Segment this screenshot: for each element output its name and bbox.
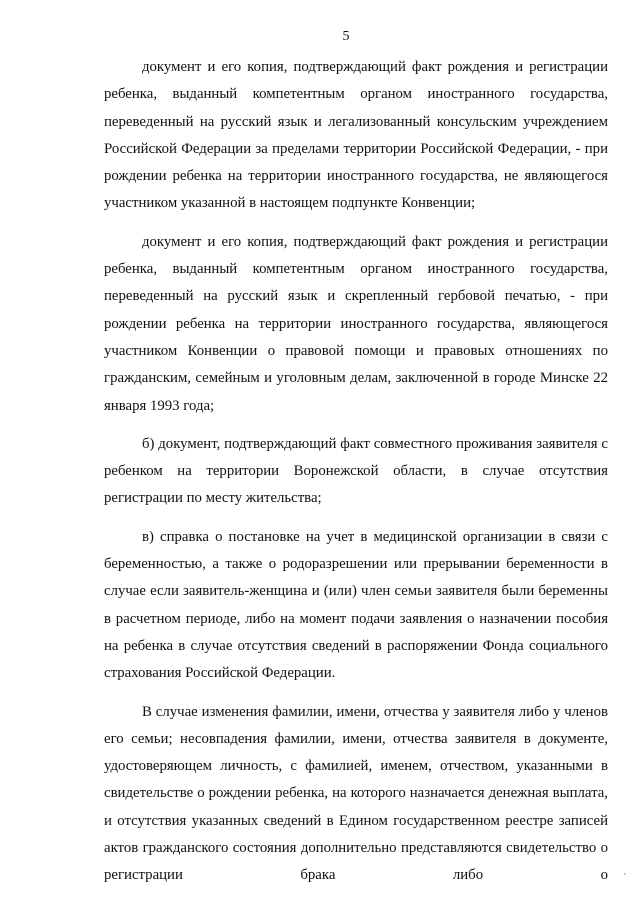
paragraph-name-change: В случае изменения фамилии, имени, отчества у заявителя либо у членов его семьи; несовпадения фамилии, имени, отчества заявителя в документе, удостоверяющем личность, с фамилией, именем, отчеством, указанными в свидетельстве о рождении ребенка, на которого назначается денежная выплата, и отсутствия указанных сведений в Едином государственном реестре записей актов гражданского состояния дополнительно представляются свидетельство о регистрации брака либо о <box>104 703 608 884</box>
paragraph-foreign-birth-document-legalized: документ и его копия, подтверждающий факт рождения и регистрации ребенка, выданный компетентным органом иностранного государства, переведенный на русский язык и легализованный консульским учреждением Российской Федерации за пределами территории Российской Федерации, - при рождении ребенка на территории иностранного государства, не являющегося участником указанной в настоящем подпункте Конвенции; <box>104 59 608 212</box>
page-number: 5 <box>342 29 350 44</box>
document-body <box>104 54 608 901</box>
scan-speck <box>624 873 626 875</box>
paragraph-foreign-birth-document-apostille: документ и его копия, подтверждающий факт рождения и регистрации ребенка, выданный компетентным органом иностранного государства, переведенный на русский язык и скрепленный гербовой печатью, - при рождении ребенка на территории иностранного государства, являющегося участником Конвенции о правовой помощи и правовых отношениях по гражданским, семейным и уголовным делам, заключенной в городе Минске 22 января 1993 года; <box>104 233 608 414</box>
paragraph-pregnancy-certificate: в) справка о постановке на учет в медицинской организации в связи с беременностью, а также о родоразрешении или прерывании беременности в случае если заявитель-женщина и (или) член семьи заявителя были беременны в расчетном периоде, либо на момент подачи заявления о назначении пособия на ребенка в случае отсутствия сведений в распоряжении Фонда социального страхования Российской Федерации. <box>104 528 608 682</box>
paragraph-cohabitation-document: б) документ, подтверждающий факт совместного проживания заявителя с ребенком на территории Воронежской области, в случае отсутствия регистрации по месту жительства; <box>104 435 608 507</box>
